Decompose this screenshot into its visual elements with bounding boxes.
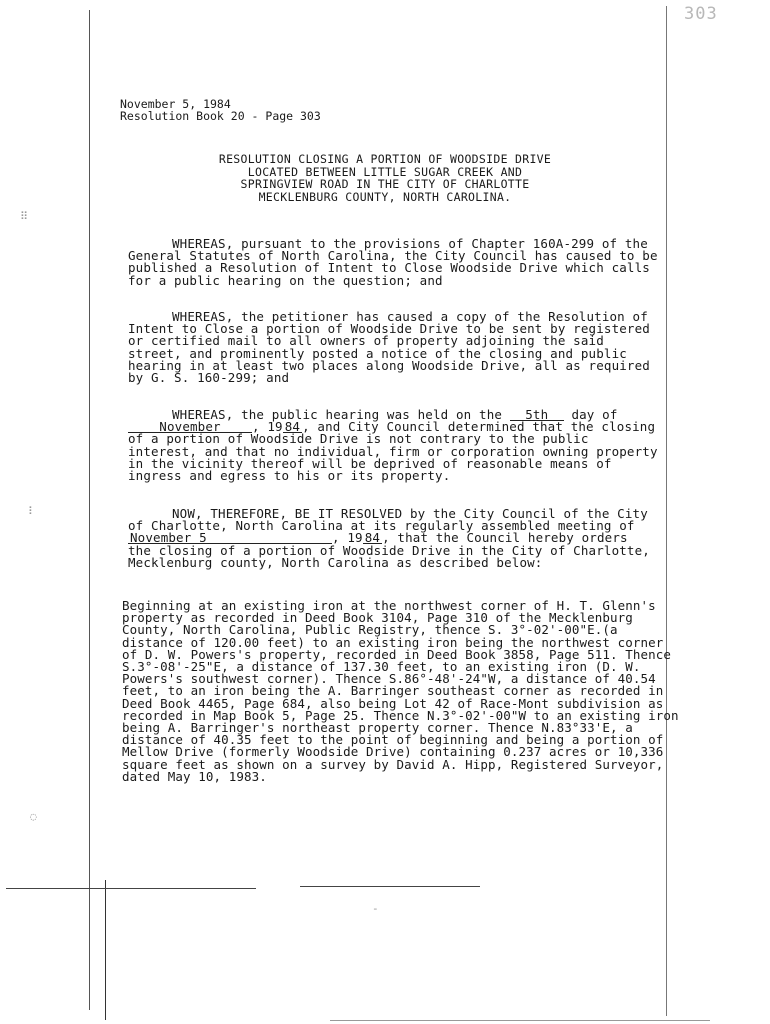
now-therefore-paragraph <box>128 508 658 569</box>
scan-left-margin-line-lower <box>105 880 106 1020</box>
hearing-month-field: November <box>128 422 252 433</box>
hearing-day-field: 5th <box>510 410 564 421</box>
document-header <box>120 98 321 122</box>
now-therefore-text: NOW, THEREFORE, BE IT RESOLVED by the City Council of the City of Charlotte, North Carolina at its regularly assembled meeting of <box>128 506 648 534</box>
whereas-3-text: WHEREAS, the public hearing was held on the <box>172 407 503 422</box>
scan-right-margin-line <box>666 6 667 1016</box>
page-number: 303 <box>684 4 718 24</box>
scan-speck: ⠇ <box>28 505 37 518</box>
whereas-3-text: , and City Council determined that the closing of a portion of Woodside Drive is not contrary to the public interest, and that no individual, firm or corporation owning property in the vicinity thereof will be deprived of reasonable means of ingress and egress to his or its property. <box>128 419 658 484</box>
scan-bottom-mid-line <box>300 886 480 887</box>
header-book-reference: Resolution Book 20 - Page 303 <box>120 109 321 123</box>
title-line: MECKLENBURG COUNTY, NORTH CAROLINA. <box>258 189 512 204</box>
now-therefore-text: , that the Council hereby orders the closing of a portion of Woodside Drive in the City of Charlotte, Mecklenburg county, North Carolina as described below: <box>128 530 650 570</box>
title-line: SPRINGVIEW ROAD IN THE CITY OF CHARLOTTE <box>240 177 530 191</box>
whereas-1-text: WHEREAS, pursuant to the provisions of Chapter 160A-299 of the General Statutes of North Carolina, the City Council has caused to be published a Resolution of Intent to Close Woodside Drive which calls for a public hearing on the question; and <box>128 236 658 288</box>
legal-description: Beginning at an existing iron at the northwest corner of H. T. Glenn's property as recorded in Deed Book 3104, Page 310 of the Mecklenburg County, North Carolina, Public Registry, thence S. 3°-02'-00"E.(a distance of 120.00 feet) to an existing iron being the northwest corner of D. W. Powers's property, recorded in Deed Book 3858, Page 511. Thence S.3°-08'-25"E, a distance of 137.30 feet, to an existing iron (D. W. Powers's southwest corner). Thence S.86°-48'-24"W, a distance of 40.54 feet, to an iron being the A. Barringer southeast corner as recorded in Deed Book 4465, Page 684, also being Lot 42 of Race-Mont subdivision as recorded in Map Book 5, Page 25. Thence N.3°-02'-00"W to an existing iron being A. Barringer's northeast property corner. Thence N.83°33'E, a distance of 40.35 feet to the point of beginning and being a portion of Mellow Drive (formerly Woodside Drive) containing 0.237 acres or 10,336 square feet as shown on a survey by David A. Hipp, Registered Surveyor, dated May 10, 1983. <box>122 598 679 784</box>
now-therefore-text: , 19 <box>332 530 363 546</box>
scan-left-margin-line <box>89 10 90 1010</box>
header-date: November 5, 1984 <box>120 97 231 111</box>
scan-speck: - <box>372 902 379 915</box>
whereas-3-text: day of <box>571 407 618 422</box>
scan-bottom-left-line <box>6 888 256 889</box>
whereas-paragraph-1 <box>128 238 658 287</box>
whereas-3-text: , 19 <box>252 419 283 435</box>
hearing-year-field: 84 <box>284 419 301 435</box>
title-line: RESOLUTION CLOSING A PORTION OF WOODSIDE DRIVE <box>218 152 552 166</box>
scan-footer-line <box>330 1020 710 1021</box>
scan-speck: ⠿ <box>20 210 29 223</box>
resolution-title <box>150 153 620 203</box>
whereas-paragraph-3 <box>128 409 658 482</box>
whereas-2-text: WHEREAS, the petitioner has caused a copy of the Resolution of Intent to Close a portion of Woodside Drive to be sent by registered or certified mail to all owners of property adjoining the said street, and prominently posted a notice of the closing and public hearing in at least two places along Woodside Drive, all as required by G. S. 160-299; and <box>128 309 650 386</box>
scan-speck: ◌ <box>30 810 37 823</box>
meeting-year-field: 84 <box>364 530 381 546</box>
meeting-date-field: November 5 <box>128 533 332 544</box>
title-line: LOCATED BETWEEN LITTLE SUGAR CREEK AND <box>247 164 523 179</box>
whereas-paragraph-2 <box>128 311 658 384</box>
